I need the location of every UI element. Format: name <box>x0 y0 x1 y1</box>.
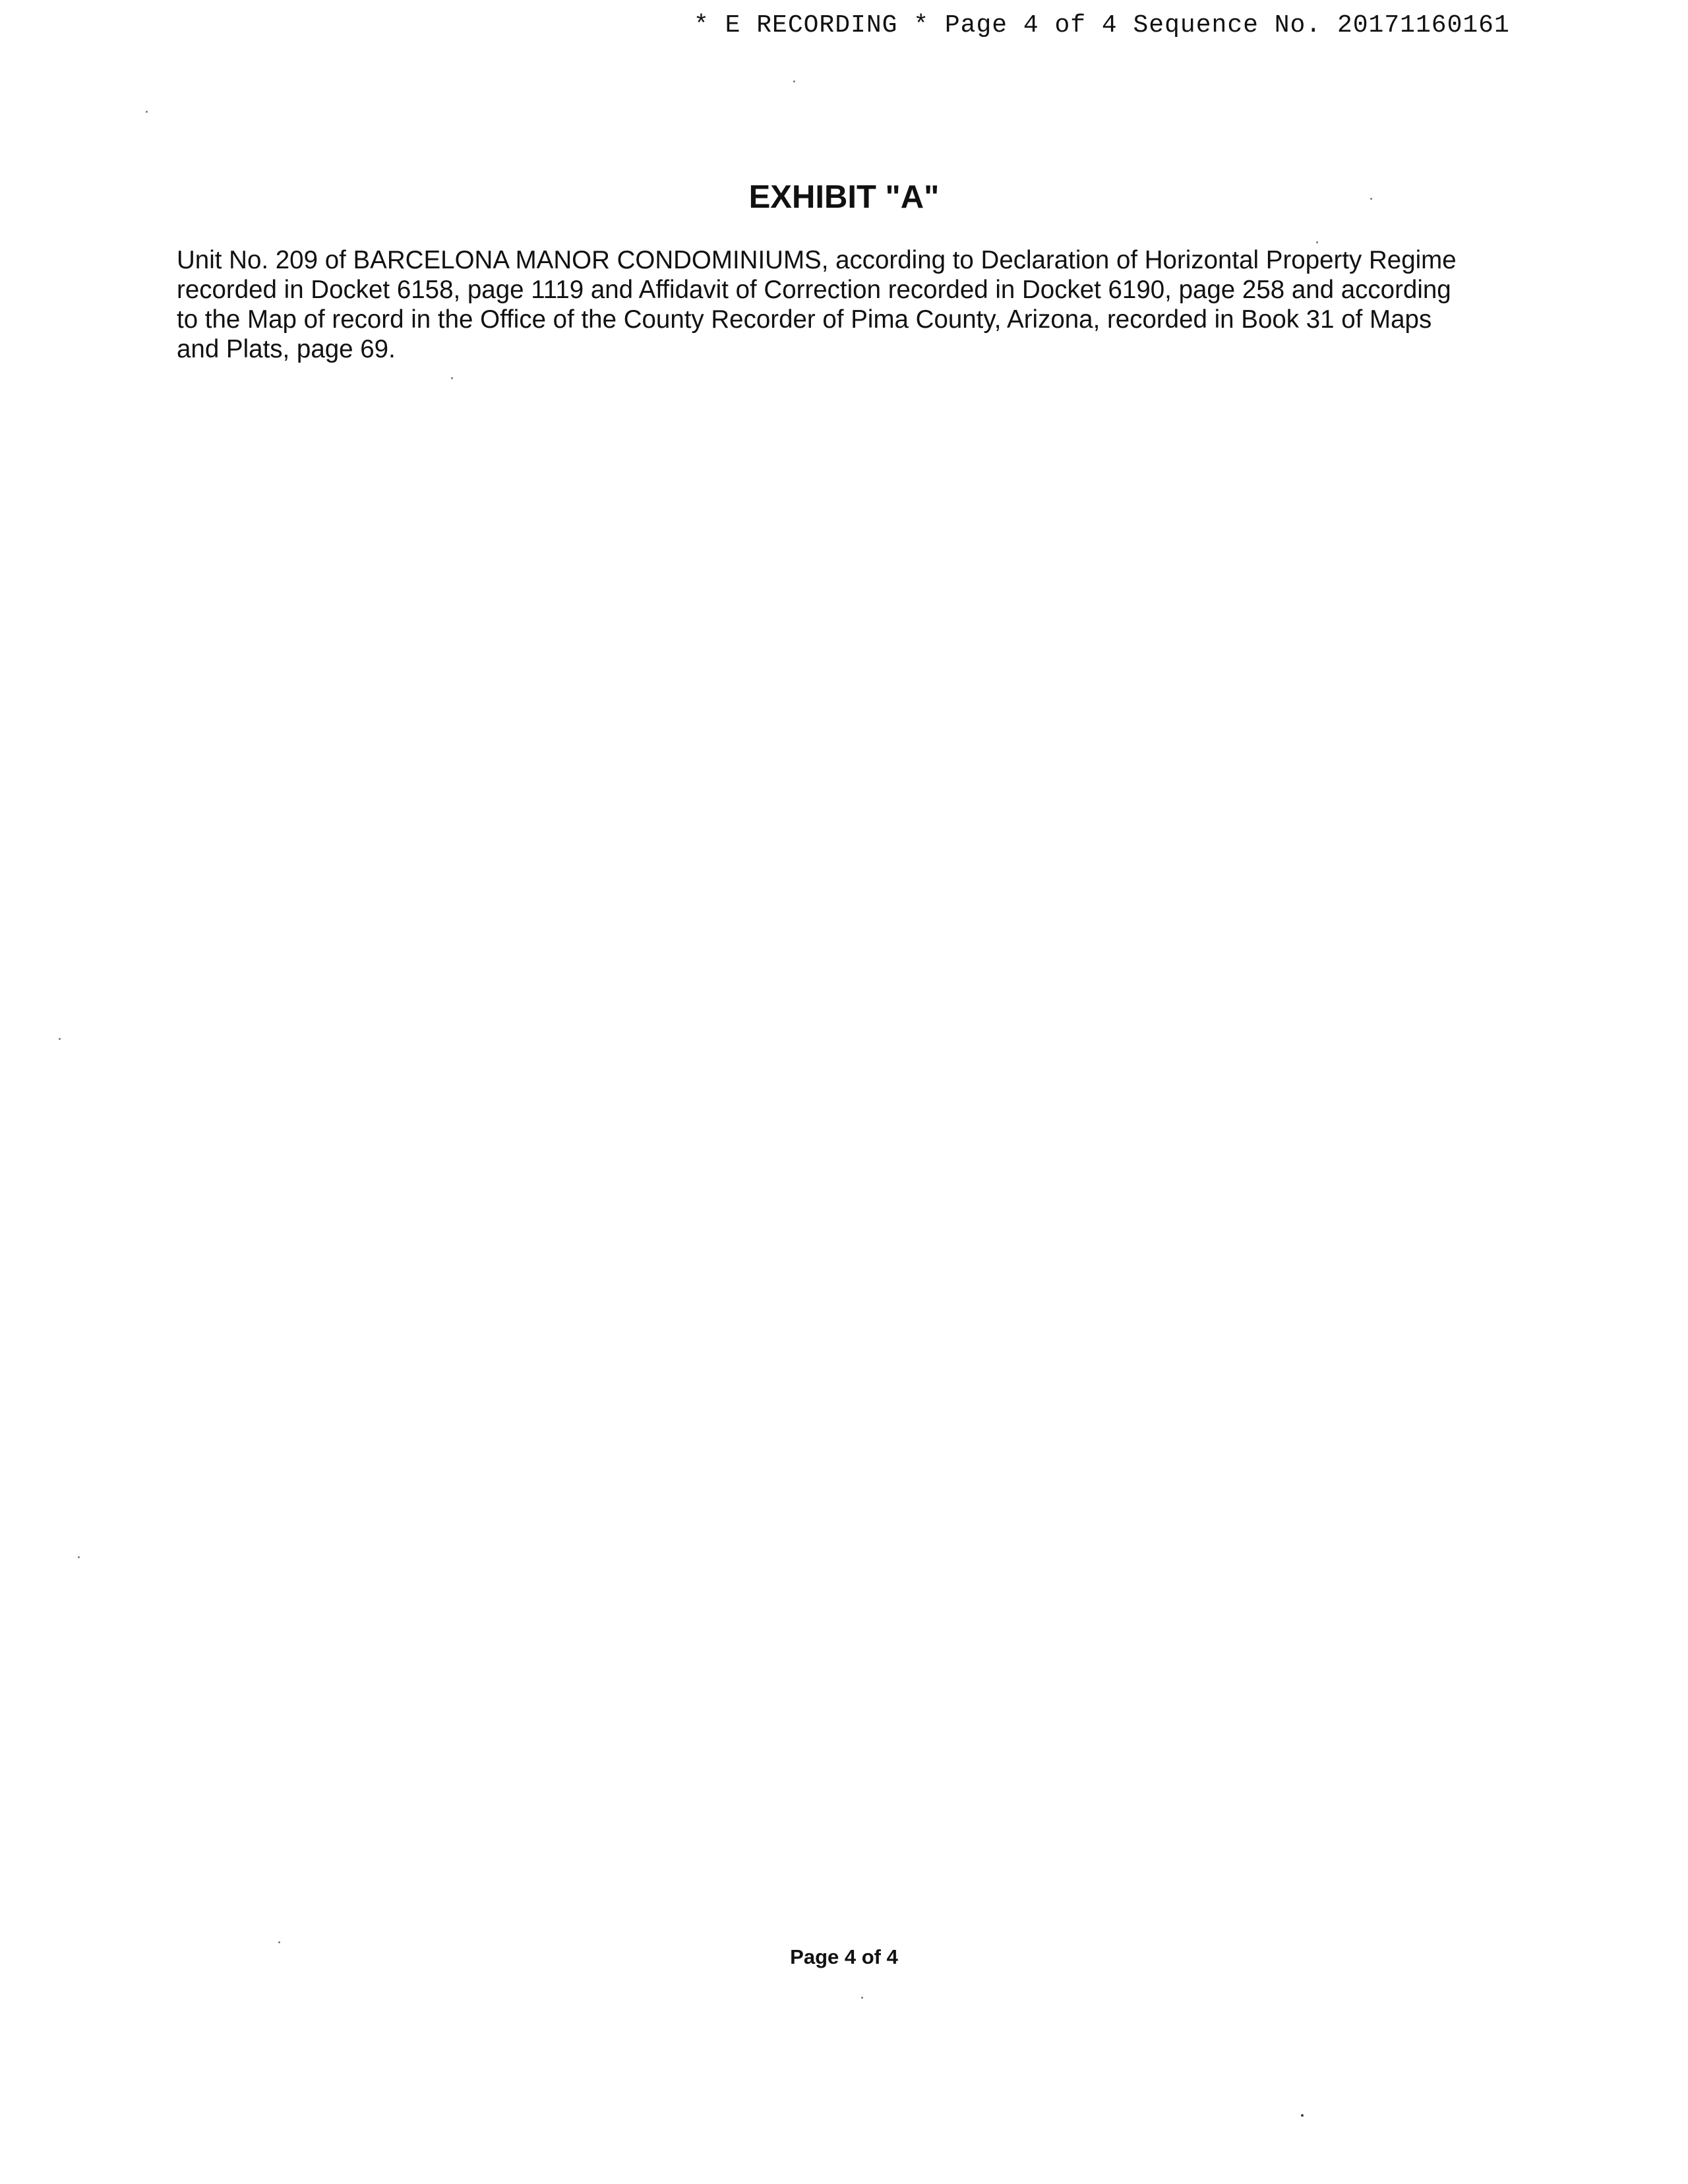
scan-speck <box>1370 198 1372 200</box>
scan-speck <box>146 111 148 113</box>
exhibit-title: EXHIBIT "A" <box>748 179 940 215</box>
scan-speck <box>861 1997 863 1999</box>
scan-speck <box>793 80 795 82</box>
legal-description-line: to the Map of record in the Office of the County Recorder of Pima County, Arizona, recorded in Book 31 of Maps <box>177 305 1432 334</box>
scan-speck <box>1301 2114 1304 2117</box>
page-number-footer: Page 4 of 4 <box>790 1945 898 1968</box>
scan-speck <box>78 1556 80 1558</box>
scan-speck <box>1316 241 1318 243</box>
legal-description-line: Unit No. 209 of BARCELONA MANOR CONDOMINIUMS, according to Declaration of Horizontal Property Regime <box>177 246 1457 274</box>
scan-speck <box>278 1941 280 1943</box>
e-recording-header: * E RECORDING * Page 4 of 4 Sequence No. 20171160161 <box>694 11 1510 40</box>
scan-speck <box>451 377 453 379</box>
legal-description <box>177 245 1495 364</box>
scan-speck <box>59 1038 61 1040</box>
legal-description-line: and Plats, page 69. <box>177 335 396 363</box>
legal-description-line: recorded in Docket 6158, page 1119 and Affidavit of Correction recorded in Docket 6190, page 258 and according <box>177 276 1451 304</box>
